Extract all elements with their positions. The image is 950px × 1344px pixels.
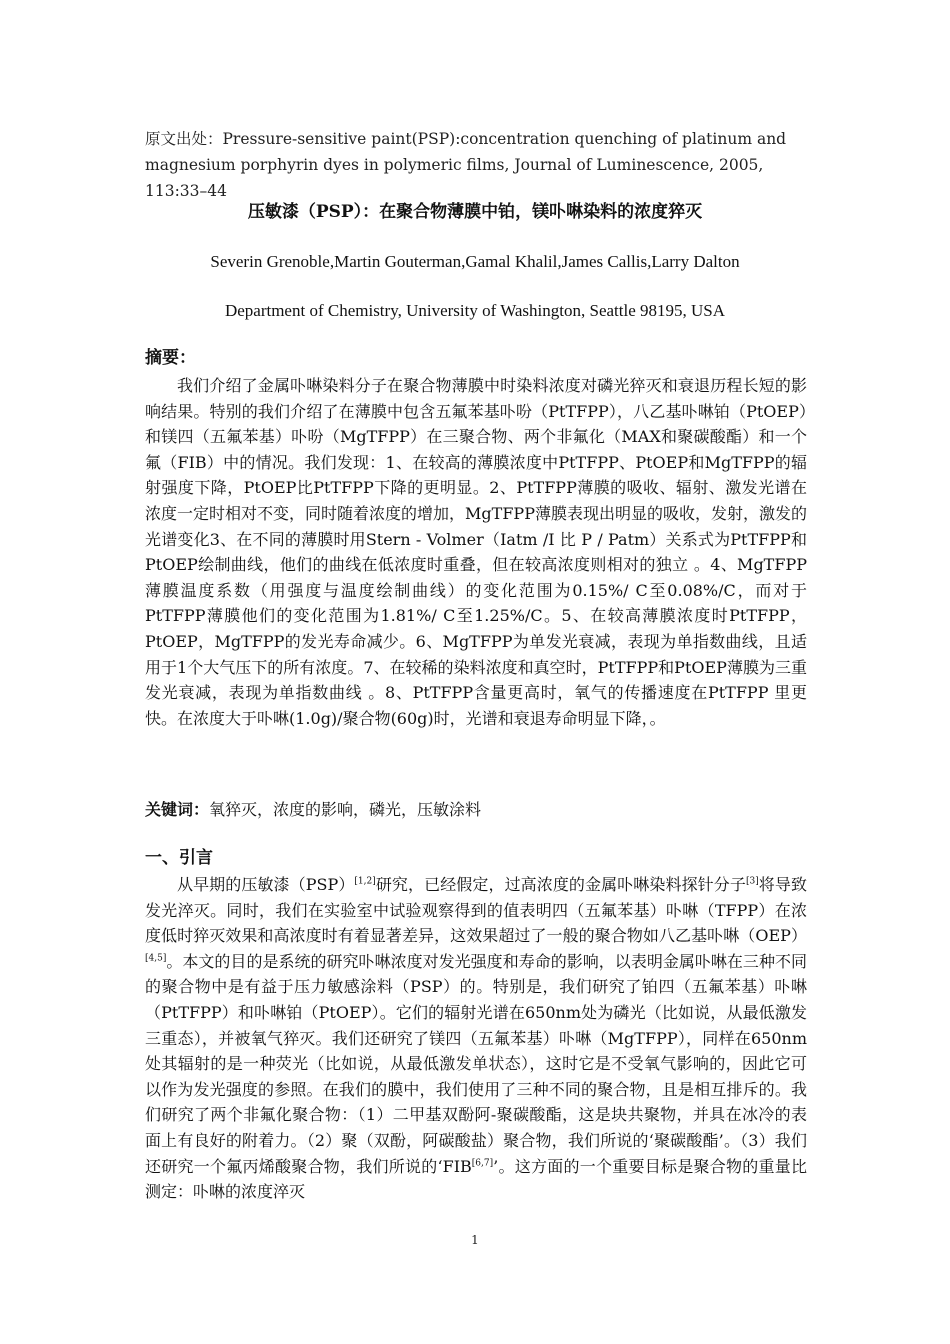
intro-seg-4: 。本文的目的是系统的研究卟啉浓度对发光强度和寿命的影响，以表明金属卟啉在三种不同的聚合物中是有益于压力敏感涂料（PSP）的。特别是，我们研究了铂四（五氟苯基）卟啉（PtTFPP）和卟啉铂（PtOEP）。它们的辐射光谱在650nm处为磷光（比如说，从最低激发三重态），并被氧气猝灭。我们还研究了镁四（五氟苯基）卟啉（MgTFPP），同样在650nm处其辐射的是一种荧光（比如说，从最低激发单状态），这时它是不受氧气影响的，因此它可以作为发光强度的参照。在我们的膜中，我们使用了三种不同的聚合物，且是相互排斥的。我们研究了两个非氟化聚合物：（1）二甲基双酚阿-聚碳酸酯，这是块共聚物，并具在冰冷的表面上有良好的附着力。（2）聚（双酚，阿碳酸盐）聚合物，我们所说的‘聚碳酸酯’。（3）我们还研究一个氟丙烯酸聚合物，我们所说的‘FIB	[145, 951, 807, 1176]
keywords-label: 关键词：	[145, 800, 210, 819]
intro-seg-3: 将导致发光淬灭。同时，我们在实验室中试验观察得到的值表明四（五氟苯基）卟啉（TFPP）在浓度低时猝灭效果和高浓度时有着显著差异，这效果超过了一般的聚合物如八乙基卟啉（OEP）	[145, 875, 807, 946]
keywords-text: 氧猝灭，浓度的影响，磷光，压敏涂料	[209, 800, 482, 819]
paper-title: 压敏漆（PSP）：在聚合物薄膜中铂，镁卟啉染料的浓度猝灭	[247, 202, 703, 222]
affiliation: Department of Chemistry, University of Washington, Seattle 98195, USA	[224, 301, 726, 320]
page-number: 1	[471, 1233, 479, 1247]
intro-text	[145, 872, 807, 1205]
intro-seg-1: 从早期的压敏漆（PSP）	[177, 875, 355, 894]
intro-seg-5: ’。这方面的一个重要目标是聚合物的重量比测定：卟啉的浓度淬灭	[145, 1156, 807, 1202]
intro-heading: 一、引言	[145, 848, 213, 868]
abstract-heading: 摘要：	[145, 348, 196, 368]
citation-ref: [4,5]	[145, 953, 167, 964]
citation-ref: [6,7]	[471, 1158, 494, 1169]
abstract-text: 我们介绍了金属卟啉染料分子在聚合物薄膜中时染料浓度对磷光猝灭和衰退历程长短的影响结果。特别的我们介绍了在薄膜中包含五氟苯基卟吩（PtTFPP），八乙基卟啉铂（PtOEP）和镁四（五氟苯基）卟吩（MgTFPP）在三聚合物、两个非氟化（MAX和聚碳酸酯）和一个氟（FIB）中的情况。我们发现：1、在较高的薄膜浓度中PtTFPP、PtOEP和MgTFPP的辐射强度下降，PtOEP比PtTFPP下降的更明显。2、PtTFPP薄膜的吸收、辐射、激发光谱在浓度一定时相对不变，同时随着浓度的增加，MgTFPP薄膜表现出明显的吸收，发射，激发的光谱变化3、在不同的薄膜时用Stern - Volmer（Iatm /I 比 P / Patm）关系式为PtTFPP和PtOEP绘制曲线，他们的曲线在低浓度时重叠，但在较高浓度则相对的独立 。4、MgTFPP薄膜温度系数（用强度与温度绘制曲线）的变化范围为0.15%/ C至0.08%/C，而对于PtTFPP薄膜他们的变化范围为1.81%/ C至1.25%/C。5、在较高薄膜浓度时PtTFPP，PtOEP，MgTFPP的发光寿命减少。6、MgTFPP为单发光衰减，表现为单指数曲线，且适用于1个大气压下的所有浓度。7、在较稀的染料浓度和真空时，PtTFPP和PtOEP薄膜为三重发光衰减，表现为单指数曲线 。8、PtTFPP含量更高时，氧气的传播速度在PtTFPP 里更快。在浓度大于卟啉(1.0g)/聚合物(60g)时，光谱和衰退寿命明显下降，。	[145, 376, 807, 728]
intro-seg-2: 研究，已经假定，过高浓度的金属卟啉染料探针分子	[375, 875, 746, 894]
keywords	[145, 796, 807, 824]
source-citation: 原文出处：Pressure-sensitive paint(PSP):concentration quenching of platinum and magnesium porphyrin dyes in polymeric films, Journal of Luminescence, 2005, 113:33–44	[145, 130, 787, 200]
author-list: Severin Grenoble,Martin Gouterman,Gamal Khalil,James Callis,Larry Dalton	[210, 252, 740, 271]
citation-ref: [3]	[745, 876, 759, 887]
citation-ref: [1,2]	[354, 876, 376, 887]
